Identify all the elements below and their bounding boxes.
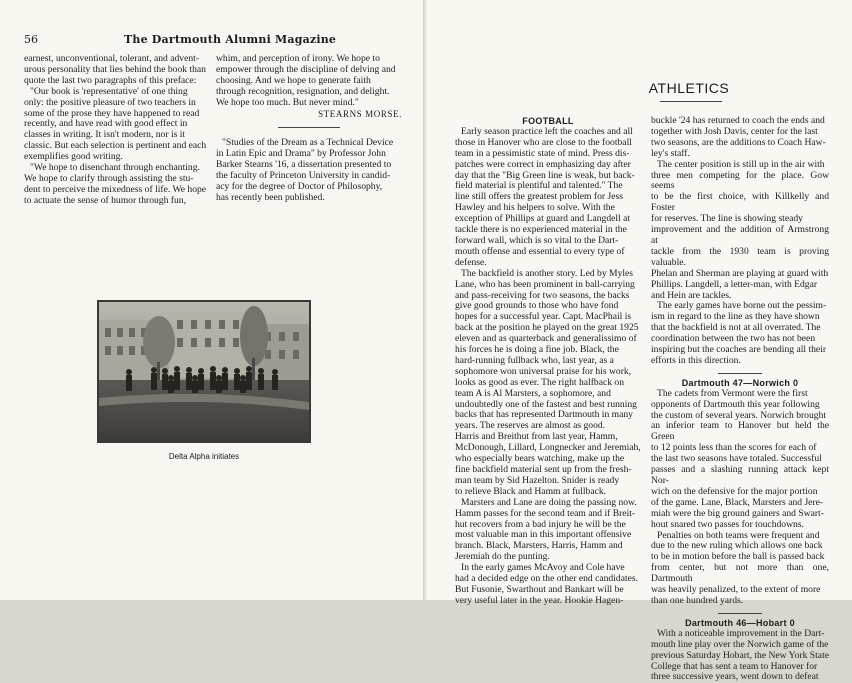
- text-line: classes in writing. It isn't modern, nor is it: [24, 129, 186, 141]
- text-line: to relieve Black and Hamm at fullback.: [455, 485, 607, 497]
- text-line: Penalties on both teams were frequent and: [657, 529, 820, 541]
- text-line: was heavily penalized, to the extent of more: [651, 584, 821, 596]
- text-line: College that has sent a team to Hanover for: [651, 660, 818, 672]
- left-page: [0, 0, 424, 600]
- text-line: years. The reserves are almost as good.: [455, 420, 606, 432]
- text-line: Hawley and his helpers to solve. With the: [455, 202, 615, 214]
- game-divider: [718, 373, 762, 374]
- text-line: tackle from the 1930 team is proving valuable.: [651, 245, 829, 268]
- text-line: whim, and perception of irony. We hope to: [216, 53, 380, 64]
- text-line: team in a pessimistic state of mind. Press dis-: [455, 147, 630, 159]
- text-line: forward wall, which is so vital to the Dart-: [455, 234, 619, 246]
- text-line: hout snared two passes for touchdowns.: [651, 518, 804, 530]
- text-line: In the early games McAvoy and Cole have: [461, 562, 625, 574]
- text-line: and Hein are tackles.: [651, 289, 732, 301]
- text-line: Phelan and Sherman are playing at guard with: [651, 267, 829, 279]
- text-line: from center, but not more than one, Dartmouth: [651, 562, 829, 585]
- text-line: wich on the defensive for the major portion: [651, 485, 818, 497]
- text-line: most valuable man in this important offensive: [455, 529, 632, 541]
- text-line: sophomore won universal praise for his work,: [455, 365, 632, 377]
- text-line: give good grounds to those who have fond: [455, 300, 619, 312]
- text-line: "Our book is 'representative' of one thing: [30, 85, 188, 97]
- text-line: The early games have borne out the pessim-: [657, 300, 827, 312]
- text-line: patches were correct in emphasizing day after: [455, 158, 631, 170]
- right-col-1: [455, 116, 641, 607]
- text-line: The cadets from Vermont were the first: [657, 387, 808, 399]
- text-line: eleven and as quarterback and generalissimo of: [455, 333, 637, 345]
- delta-alpha-photo: [97, 300, 311, 443]
- text-line: We hope too much. But never mind.": [216, 96, 359, 108]
- text-line: McDonough, Lillard, Longnecker and Jeremiah,: [455, 442, 641, 454]
- text-line: who especially bears watching, make up the: [455, 453, 625, 465]
- text-line: urous personality that lies behind the book than: [24, 63, 206, 75]
- text-line: the custom of several years. Norwich brought: [651, 409, 827, 421]
- text-line: the faculty of Princeton University in candid-: [216, 170, 391, 182]
- text-line: mouth line play over the Norwich game of the: [651, 638, 829, 650]
- section-title: ATHLETICS: [648, 80, 730, 96]
- text-line: together with Josh Davis, center for the last: [651, 125, 818, 137]
- right-col-2: [651, 116, 829, 683]
- game-heading-norwich: Dartmouth 47—Norwich 0: [681, 377, 799, 388]
- text-line: recently, and have read with good effect in: [24, 118, 188, 130]
- text-line: for reserves. The line is showing steady: [651, 213, 803, 225]
- text-line: his forces he is doing a fine job. Black, the: [455, 344, 619, 356]
- text-line: to be in motion before the ball is passed back: [651, 551, 825, 563]
- text-line: ism in regard to the line as they have shown: [651, 311, 820, 323]
- text-line: buckle '24 has returned to coach the ends and: [651, 115, 825, 126]
- text-line: acy for the degree of Doctor of Philosophy,: [216, 181, 383, 193]
- text-line: two seasons, are the additions to Coach Haw-: [651, 136, 826, 148]
- text-line: fine backfield material sent up from the fresh-: [455, 464, 632, 475]
- text-line: mouth offense and essential to every type of: [455, 245, 625, 257]
- text-line: to be the first choice, with Killkelly and Foster: [651, 191, 829, 214]
- section-divider: [278, 127, 340, 128]
- text-line: the last two seasons have totaled. Successful: [651, 453, 822, 465]
- game-divider: [718, 613, 762, 614]
- text-line: in Latin Epic and Drama" by Professor John: [216, 148, 386, 160]
- text-line: earnest, unconventional, tolerant, and advent-: [24, 53, 200, 64]
- text-line: inspiring but the coaches are bending all their: [651, 344, 827, 356]
- text-line: through recognition, resignation, and delight.: [216, 85, 390, 97]
- text-line: hard-running fullback who, last year, as a: [455, 354, 614, 366]
- text-line: undoubtedly one of the fastest and best running: [455, 398, 637, 410]
- text-line: branch. Black, Marsters, Harris, Hamm and: [455, 540, 623, 552]
- text-line: tackle there is no experienced material in the: [455, 224, 627, 236]
- text-line: looks as good as ever. The right halfback on: [455, 376, 625, 388]
- text-line: three men competing for the place. Gow seems: [651, 169, 829, 192]
- text-line: Phillips. Langdell, a letter-man, with Edgar: [651, 278, 818, 290]
- text-line: hut recovers from a bad injury he will be the: [455, 518, 626, 530]
- text-line: hopes for a successful year. Capt. MacPhail is: [455, 311, 632, 323]
- text-line: has recently been published.: [216, 191, 325, 203]
- text-line: Barker Stearns '16, a dissertation presented to: [216, 159, 392, 171]
- text-line: dent to perceive the mixedness of life. We hope: [24, 183, 207, 195]
- text-line: very useful later in the year. Hookie Hagen-: [455, 594, 624, 606]
- text-line: We hope to clarify through assisting the stu-: [24, 172, 194, 184]
- group-photo-image: [99, 302, 309, 441]
- text-line: coordination between the two has not been: [651, 333, 816, 345]
- game-heading-hobart: Dartmouth 46—Hobart 0: [685, 617, 795, 628]
- text-line: Jeremiah do the punting.: [455, 551, 550, 563]
- text-line: classic. But each selection is pertinent and each: [24, 140, 207, 152]
- text-line: to 12 points less than the scores for each of: [651, 442, 817, 454]
- text-line: only: the positive pleasure of two teachers in: [24, 96, 196, 108]
- text-line: "Studies of the Dream as a Technical Device: [222, 137, 394, 149]
- text-line: an inferior team to Hanover but held the Green: [651, 420, 829, 443]
- text-line: quote the last two paragraphs of this preface:: [24, 74, 197, 86]
- text-line: those in Hanover who are close to the football: [455, 136, 632, 148]
- text-line: day that the "Big Green line is weak, but back-: [455, 169, 635, 181]
- text-line: But Fusonie, Swarthout and Bankart will be: [455, 583, 624, 595]
- text-line: efforts in this direction.: [651, 354, 741, 366]
- text-line: defense.: [455, 256, 487, 268]
- author-signature: STEARNS MORSE.: [318, 108, 402, 119]
- text-line: choosing. And we hope to generate faith: [216, 74, 371, 86]
- text-line: back at the position he played on the great 1925: [455, 322, 639, 334]
- text-line: exception of Phillips at guard and Langdell at: [455, 213, 631, 225]
- text-line: improvement and the addition of Armstrong at: [651, 224, 829, 246]
- left-col-2: [216, 54, 402, 204]
- text-line: of the game. Lane, Black, Marsters and Jere-: [651, 496, 824, 508]
- page-number: 56: [24, 33, 38, 46]
- text-line: previous Saturday Hobart, the New York State: [651, 649, 829, 661]
- text-line: The center position is still up in the air with: [657, 158, 825, 170]
- text-line: man team by Sid Hazelton. Snider is ready: [455, 474, 620, 486]
- text-line: to actuate the sense of humor through fun,: [24, 194, 186, 206]
- text-line: than one hundred yards.: [651, 594, 744, 606]
- running-head: [24, 33, 404, 49]
- text-line: team A is Al Marsters, a sophomore, and: [455, 387, 611, 399]
- text-line: some of the prose they have happened to read: [24, 107, 200, 119]
- magazine-title: The Dartmouth Alumni Magazine: [124, 33, 337, 46]
- text-line: passes and a slashing running attack kept Nor-: [651, 464, 829, 486]
- text-line: Marsters and Lane are doing the passing now.: [461, 496, 637, 508]
- text-line: exemplifies good writing.: [24, 151, 123, 163]
- text-line: backs that has represented Dartmouth in many: [455, 409, 633, 421]
- text-line: miah were the big ground gainers and Swart-: [651, 507, 824, 519]
- title-underline: [660, 101, 722, 102]
- text-line: ley's staff.: [651, 147, 690, 159]
- text-line: and pass-receiving for two seasons, the backs: [455, 289, 630, 301]
- left-col-1: [24, 54, 210, 207]
- football-heading: FOOTBALL: [522, 116, 574, 126]
- text-line: With a noticeable improvement in the Dart-: [657, 627, 825, 639]
- text-line: empower through the discipline of delving and: [216, 63, 396, 75]
- text-line: Early season practice left the coaches and all: [461, 125, 633, 137]
- text-line: Hamm passes for the second team and if Breit-: [455, 507, 636, 519]
- photo-caption: Delta Alpha initiates: [168, 452, 240, 461]
- text-line: Harris and Breithut from last year, Hamm,: [455, 431, 618, 443]
- text-line: three successive years, went down to defeat: [651, 671, 819, 683]
- text-line: had a decided edge on the other end candidates.: [455, 573, 639, 585]
- text-line: field material is plentiful and talented." The: [455, 180, 623, 192]
- text-line: line still offers the greatest problem for Jess: [455, 191, 623, 203]
- text-line: that the backfield is not at all overrated. The: [651, 322, 821, 334]
- text-line: Lane, who has been prominent in ball-carrying: [455, 278, 635, 290]
- text-line: opponents of Dartmouth this year following: [651, 398, 820, 410]
- text-line: The backfield is another story. Led by Myles: [461, 267, 634, 279]
- text-line: "We hope to disenchant through enchanting.: [30, 162, 200, 174]
- text-line: due to the new ruling which allows one back: [651, 540, 823, 552]
